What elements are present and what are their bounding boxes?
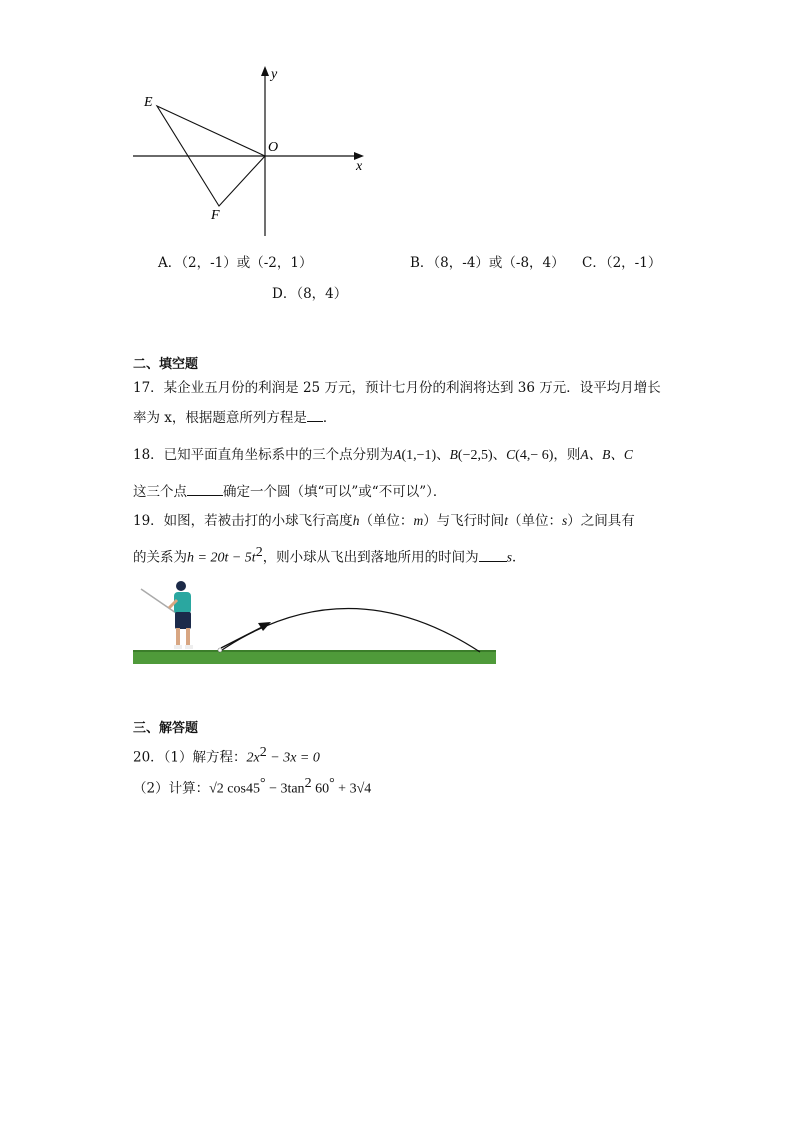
question-20-text: 20．（1）解方程：	[133, 749, 247, 766]
unit-s-2: s	[506, 549, 512, 565]
question-18-text-2: 这三个点	[133, 484, 187, 500]
question-18-line-1	[133, 445, 633, 466]
section-heading-answer: 三、解答题	[133, 721, 199, 736]
section-heading-fill-blank: 二、填空题	[133, 357, 199, 372]
grass	[133, 650, 496, 664]
point-a: A	[393, 447, 402, 462]
direction-arrow	[221, 622, 271, 648]
option-d: D．（8，4）	[272, 286, 348, 302]
coordinate-figure	[128, 60, 378, 245]
expression-b: − 3tan	[265, 781, 305, 797]
point-b: B	[449, 447, 458, 462]
question-18-line-2	[133, 482, 446, 502]
point-c: C	[506, 447, 516, 462]
unit-s: s	[561, 513, 568, 528]
unit-text: ）与飞行时间	[423, 513, 505, 529]
expression-d: + 3√4	[334, 781, 372, 797]
option-b: B．（8，-4）或（-8，4）	[410, 255, 565, 271]
question-18-text: 18．已知平面直角坐标系中的三个点分别为	[133, 447, 394, 463]
y-axis-label: y	[271, 67, 278, 82]
equation-exponent: 2	[255, 545, 263, 560]
var-h: h	[352, 513, 360, 528]
unit-text: （单位：	[507, 513, 562, 529]
x-axis	[133, 152, 364, 160]
expression-c: 60	[311, 781, 330, 797]
x-axis-label: x	[356, 159, 363, 174]
equation-1-rest: − 3x = 0	[266, 750, 320, 766]
origin-label: O	[268, 140, 279, 155]
expression-a: √2 cos45	[209, 781, 260, 797]
question-19-end: ．	[511, 549, 526, 566]
degree-symbol: °	[329, 776, 335, 791]
var-t: t	[504, 513, 508, 528]
expression-exponent: 2	[304, 776, 312, 791]
question-17-end: ．	[322, 410, 337, 426]
separator: 、	[492, 447, 507, 463]
points-list: A、B、C	[580, 447, 633, 462]
option-c: C．（2，-1）	[582, 255, 662, 271]
answer-blank-19	[479, 548, 507, 562]
answer-blank-18	[187, 482, 223, 496]
height-equation: h = 20t − 5t	[187, 550, 256, 566]
question-20-part-1	[133, 743, 320, 769]
unit-text: ）之间具有	[567, 513, 635, 529]
point-a-coords: (1,−1)	[401, 448, 437, 463]
question-17-line-1: 17．某企业五月份的利润是 25 万元，预计七月份的利润将达到 36 万元．设平均月增长	[133, 380, 661, 396]
question-17-text: 率为 x，根据题意所列方程是	[133, 410, 307, 426]
golf-illustration	[133, 577, 497, 665]
question-19-text-2: 的关系为	[133, 549, 187, 566]
ball-trajectory	[219, 609, 480, 653]
question-20-part-2	[133, 774, 371, 800]
option-a: A．（2，-1）或（-2，1）	[158, 255, 313, 271]
separator: 、	[436, 447, 450, 463]
degree-symbol: °	[259, 776, 266, 791]
question-17-line-2	[133, 408, 336, 428]
answer-blank-17	[307, 408, 323, 422]
question-19-text: 19．如图，若被击打的小球飞行高度	[133, 513, 353, 529]
golf-ball	[218, 648, 222, 652]
question-19-line-1	[133, 511, 635, 531]
question-19-line-2	[133, 543, 525, 569]
equation-1: 2x	[246, 750, 260, 766]
point-e-label: E	[144, 95, 153, 110]
point-b-coords: (−2,5)	[457, 448, 493, 463]
unit-m: m	[413, 513, 424, 528]
question-19-text-3: ，则小球从飞出到落地所用的时间为	[262, 549, 479, 566]
point-c-coords: (4,− 6)	[515, 448, 554, 463]
question-20-text-2: （2）计算：	[133, 780, 210, 797]
point-f-label: F	[211, 208, 220, 223]
golfer-figure	[141, 581, 193, 649]
unit-text: （单位：	[359, 513, 414, 529]
equation-1-exponent: 2	[259, 745, 267, 760]
question-18-mid: ，则	[553, 447, 581, 463]
question-18-end: 确定一个圆（填“可以”或“不可以”）．	[223, 484, 447, 500]
